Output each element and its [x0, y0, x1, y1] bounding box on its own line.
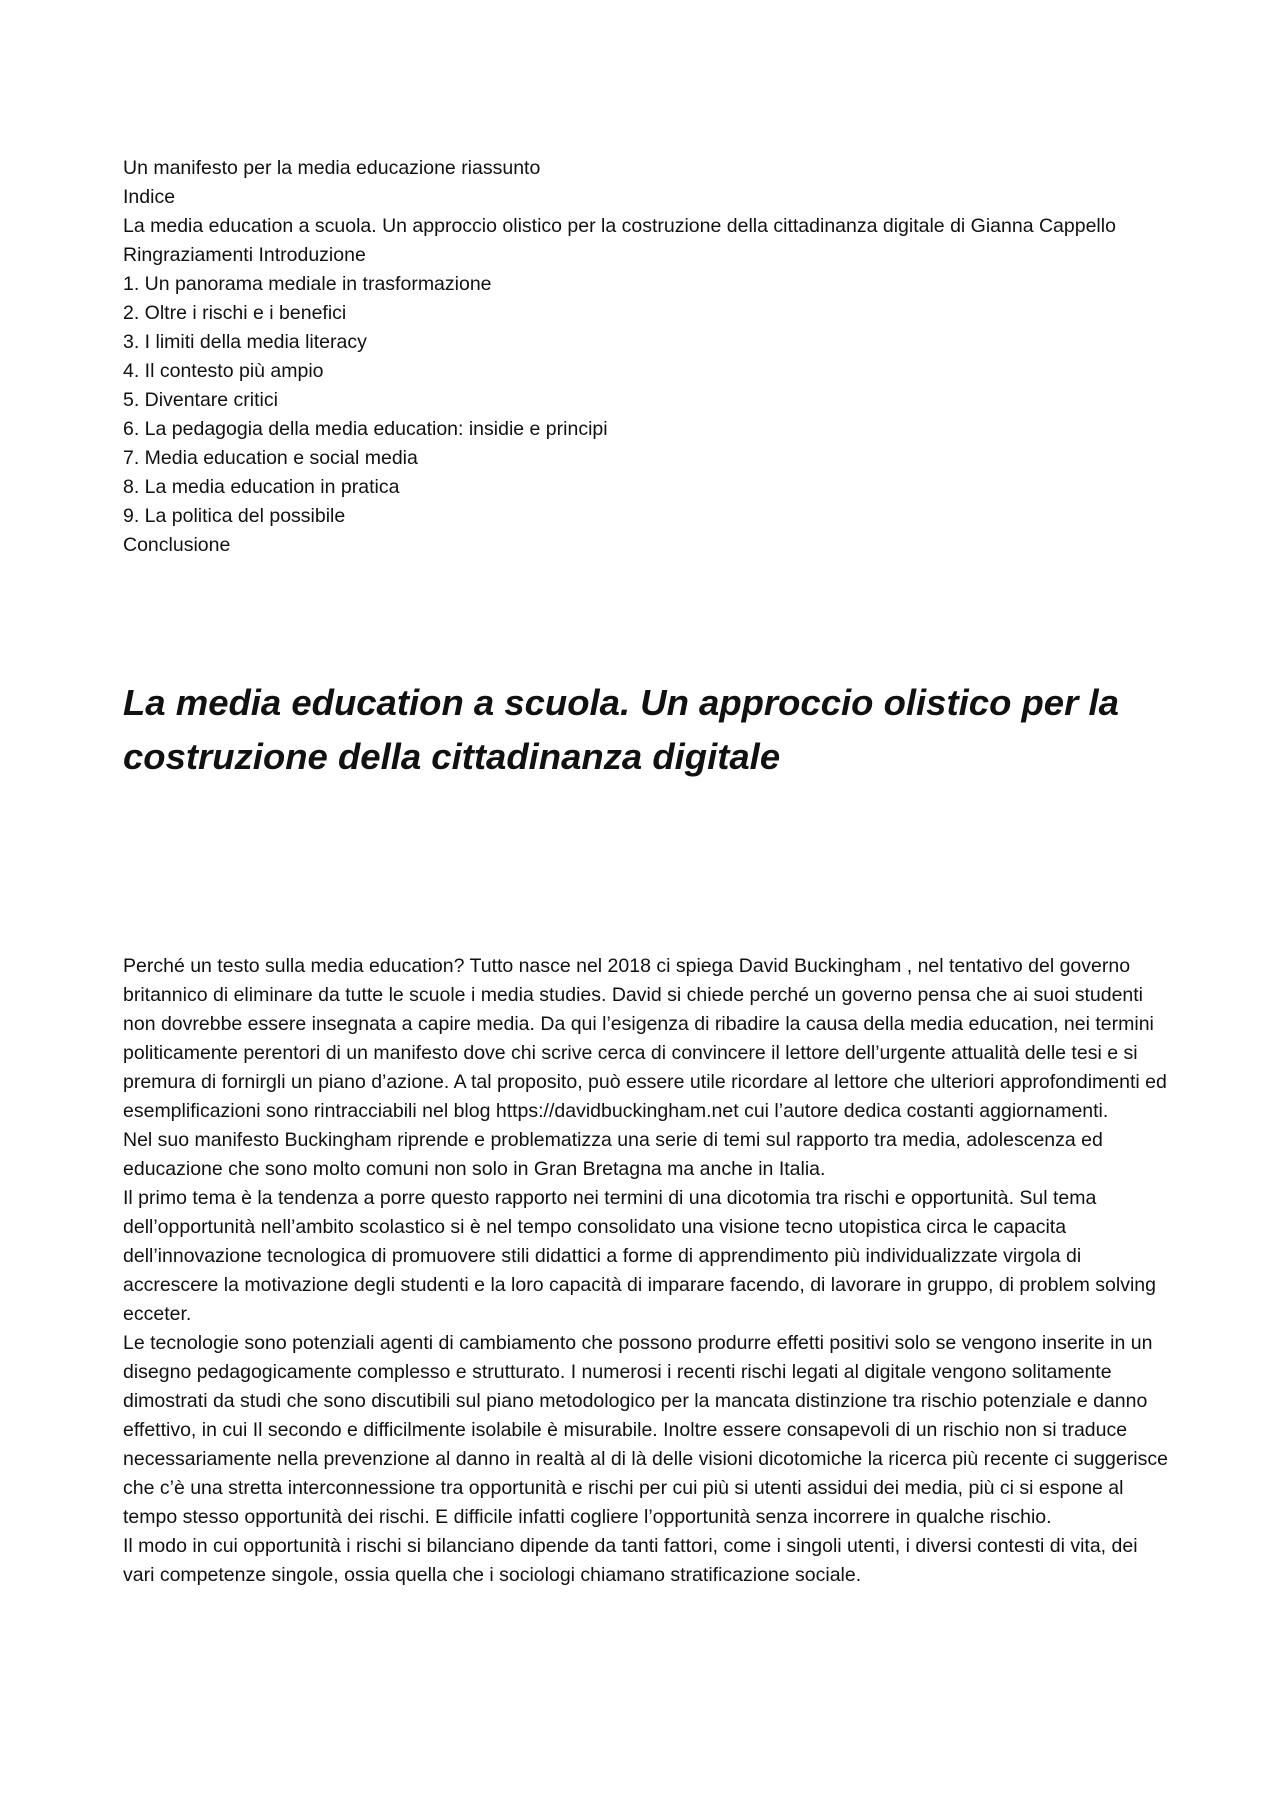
toc-chapter: 2. Oltre i rischi e i benefici [123, 302, 347, 324]
toc-chapter: 9. La politica del possibile [123, 505, 346, 527]
body-paragraph: Il modo in cui opportunità i rischi si bilanciano dipende da tanti fattori, come i singoli utenti, i diversi contesti di vita, dei vari competenze singole, ossia quella che i sociologi chiamano stratificazione sociale. [123, 1535, 1138, 1586]
toc-chapter: 7. Media education e social media [123, 447, 418, 469]
toc-chapter: 6. La pedagogia della media education: insidie e principi [123, 418, 608, 440]
body-paragraph: Le tecnologie sono potenziali agenti di cambiamento che possono produrre effetti positivi solo se vengono inserite in un disegno pedagogicamente complesso e strutturato. I numerosi i recenti rischi legati al digitale vengono solitamente dimostrati da studi che sono discutibili sul piano metodologico per la mancata distinzione tra rischio potenziale e danno effettivo, in cui Il secondo e difficilmente isolabile è misurabile. Inoltre essere consapevoli di un rischio non si traduce necessariamente nella prevenzione al danno in realtà al di là delle visioni dicotomiche la ricerca più recente ci suggerisce che c’è una stretta interconnessione tra opportunità e rischi per cui più si utenti assidui dei media, più ci si espone al tempo stesso opportunità dei rischi. E difficile infatti cogliere l’opportunità senza incorrere in qualche rischio. [123, 1332, 1168, 1528]
toc-conclusion: Conclusione [123, 534, 231, 556]
toc-intro-entry: La media education a scuola. Un approccio olistico per la costruzione della cittadinanza digitale di Gianna Cappello [123, 215, 1116, 237]
toc-chapter: 3. I limiti della media literacy [123, 331, 367, 353]
toc-chapter: 8. La media education in pratica [123, 476, 400, 498]
document-title: Un manifesto per la media educazione riassunto [123, 157, 541, 179]
body-paragraph: Il primo tema è la tendenza a porre questo rapporto nei termini di una dicotomia tra rischi e opportunità. Sul tema dell’opportunità nell’ambito scolastico si è nel tempo consolidato una visione tecno utopistica circa le capacita dell’innovazione tecnologica di promuovere stili didattici a forme di apprendimento più individualizzate virgola di accrescere la motivazione degli studenti e la loro capacità di imparare facendo, di lavorare in gruppo, di problem solving ecceter. [123, 1187, 1156, 1325]
body-paragraph: Perché un testo sulla media education? Tutto nasce nel 2018 ci spiega David Buckingham , nel tentativo del governo britannico di eliminare da tutte le scuole i media studies. David si chiede perché un governo pensa che ai suoi studenti non dovrebbe essere insegnata a capire media. Da qui l’esigenza di ribadire la causa della media education, nei termini politicamente perentori di un manifesto dove chi scrive cerca di convincere il lettore dell’urgente attualità delle tesi e si premura di fornirgli un piano d’azione. A tal proposito, può essere utile ricordare al lettore che ulteriori approfondimenti ed esemplificazioni sono rintracciabili nel blog https://davidbuckingham.net cui l’autore dedica costanti aggiornamenti. [123, 955, 1167, 1122]
toc-front-matter: Ringraziamenti Introduzione [123, 244, 366, 266]
toc-chapter: 1. Un panorama mediale in trasformazione [123, 273, 492, 295]
toc-chapter: 5. Diventare critici [123, 389, 278, 411]
section-heading: La media education a scuola. Un approccio olistico per la costruzione della cittadinanza digitale [123, 682, 1119, 777]
index-label: Indice [123, 186, 176, 208]
body-paragraph: Nel suo manifesto Buckingham riprende e problematizza una serie di temi sul rapporto tra media, adolescenza ed educazione che sono molto comuni non solo in Gran Bretagna ma anche in Italia. [123, 1129, 1103, 1180]
section-body [123, 952, 1169, 1590]
toc-chapter: 4. Il contesto più ampio [123, 360, 324, 382]
table-of-contents [123, 154, 1163, 560]
